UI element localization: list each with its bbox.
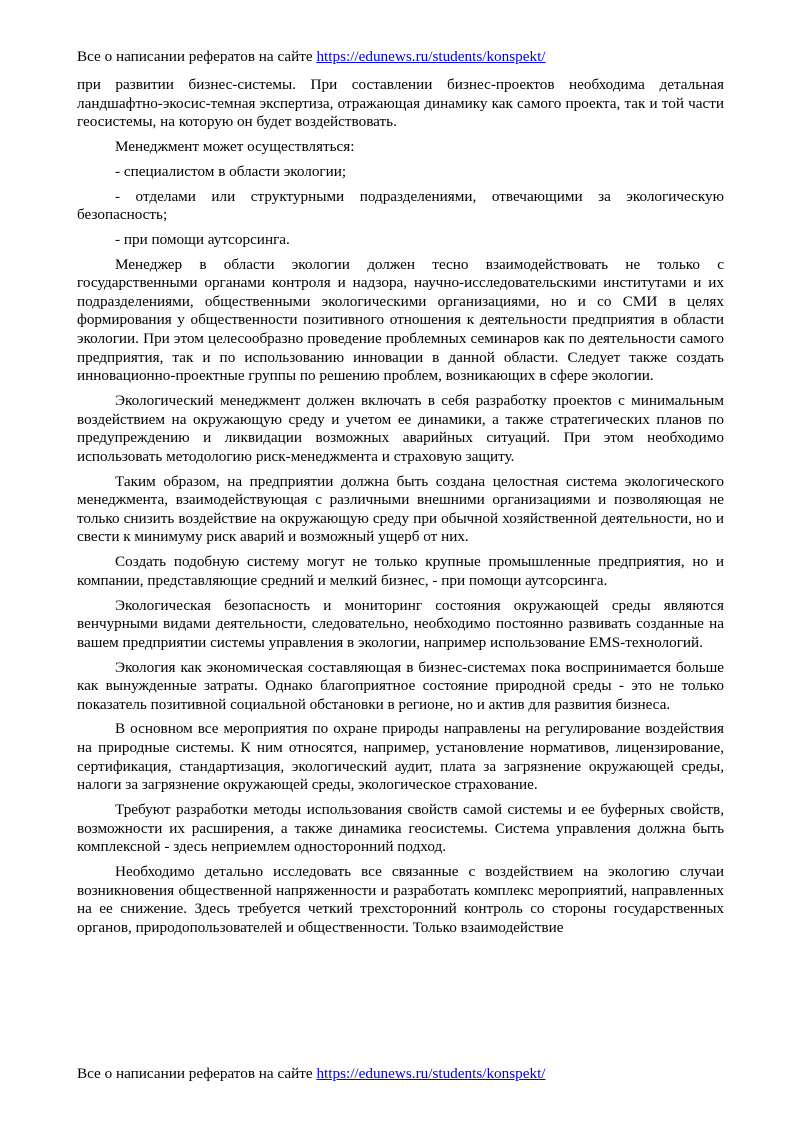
paragraph-integrated-system: Таким образом, на предприятии должна быть создана целостная система экологического менеджмента, взаимодействующая с различными внешними организациями и позволяющая не только снизить воздействие на окружающую среду при обычной хозяйственной деятельности, но и свести к минимуму риск аварий и возможный ущерб от них. [77,472,724,546]
paragraph-nature-protection: В основном все мероприятия по охране природы направлены на регулирование воздействия на природные системы. К ним относятся, например, установление нормативов, лицензирование, сертификация, стандартизация, экологический аудит, плата за загрязнение окружающей среды, налоги за загрязнение окружающей среды, экологическое страхование. [77,720,724,794]
header-text: Все о написании рефератов на сайте [77,48,317,65]
paragraph-economic-component: Экология как экономическая составляющая в бизнес-системах пока воспринимается больше как вынужденные затраты. Однако благоприятное состояние природной среды - это не только показатель позитивной социальной обстановки в регионе, но и актив для развития бизнеса. [77,658,724,713]
paragraph-small-business: Создать подобную систему могут не только крупные промышленные предприятия, но и компании, представляющие средний и мелкий бизнес, - при помощи аутсорсинга. [77,553,724,589]
list-item-specialist: - специалистом в области экологии; [115,162,347,180]
list-item-outsourcing: - при помощи аутсорсинга. [115,230,290,248]
footer-text: Все о написании рефератов на сайте [77,1065,317,1082]
paragraph-management-intro: Менеджмент может осуществляться: [115,137,355,155]
paragraph-eco-management: Экологический менеджмент должен включать в себя разработку проектов с минимальным воздействием на окружающую среду и учетом ее динамики, а также стратегических планов по предупреждению и ликвидации возможных аварийных ситуаций. При этом необходимо использовать методологию риск-менеджмента и страховую защиту. [77,392,724,465]
paragraph-manager-interaction: Менеджер в области экологии должен тесно взаимодействовать не только с государственными органами контроля и надзора, научно-исследовательскими институтами и их подразделениями, общественными экологическими организациями, но и со СМИ в целях формирования у общественности позитивного отношения к деятельности предприятия в области экологии. При этом целесообразно проведение проблемных семинаров как по деятельности самого предприятия, так и по использованию инновации в данной области. Следует также создать инновационно-проектные группы по решению проблем, возникающих в сфере экологии. [77,255,724,385]
paragraph-continuation: при развитии бизнес-системы. При составлении бизнес-проектов необходима детальная ландшафтно-экосис-темная экспертиза, отражающая динамику как самого проекта, так и той части геосистемы, на которую он будет воздействовать. [77,76,724,131]
document-body [77,76,724,944]
paragraph-social-tension: Необходимо детально исследовать все связанные с воздействием на экологию случаи возникновения общественной напряженности и разработать комплекс мероприятий, направленных на ее снижение. Здесь требуется четкий трехсторонний контроль со стороны государственных органов, природопользователей и общественности. Только взаимодействие [77,863,724,936]
page-footer [77,1065,546,1083]
footer-link[interactable]: https://edunews.ru/students/konspekt/ [316,1065,546,1082]
list-item-departments: - отделами или структурными подразделениями, отвечающими за экологическую безопасность; [77,187,724,224]
paragraph-monitoring: Экологическая безопасность и мониторинг состояния окружающей среды являются венчурными видами деятельности, следовательно, необходимо постоянно развивать созданные на вашем предприятии системы управления в экологии, например использование EMS-технологий. [77,596,724,651]
header-link[interactable]: https://edunews.ru/students/konspekt/ [316,48,546,65]
page-header [77,48,546,66]
paragraph-buffer-properties: Требуют разработки методы использования свойств самой системы и ее буферных свойств, возможности их расширения, а также динамика геосистемы. Система управления должна быть комплексной - здесь неприемлем односторонний подход. [77,801,724,856]
